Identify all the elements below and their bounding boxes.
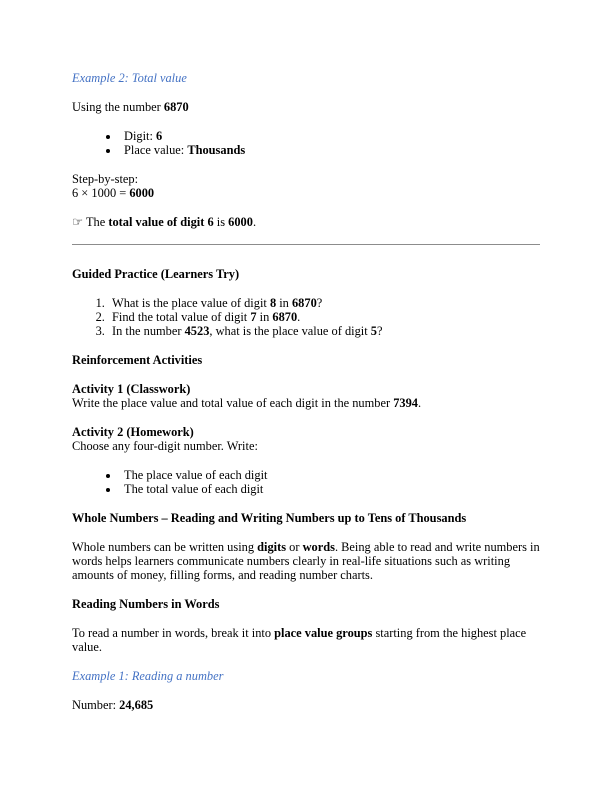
text-run-bold: 6870 [272, 310, 298, 324]
paragraph-reading-numbers [72, 626, 540, 654]
text-run: or [286, 540, 303, 554]
text-run: starting from the highest place value. [72, 626, 527, 654]
text-run: What is the place value of digit [112, 296, 270, 310]
text-run-bold: 4523 [184, 324, 210, 338]
heading-whole-numbers: Whole Numbers – Reading and Writing Numbers up to Tens of Thousands [72, 511, 467, 525]
text-run-bold: 24,685 [119, 698, 154, 712]
paragraph-activity-1 [72, 382, 540, 410]
text-run: ? [316, 296, 323, 310]
list-item [108, 296, 540, 310]
text-run: is [213, 215, 229, 229]
paragraph-using-number [72, 100, 540, 114]
activity-1-title: Activity 1 (Classwork) [72, 382, 191, 396]
list-item: • The place value of each digit [120, 468, 540, 482]
text-run-bold: 6870 [163, 100, 189, 114]
text-run: . Being able to read and write numbers in words helps learners communicate numbers clearly in real-life situations such as writing amounts of money, filling forms, and reading number charts. [72, 540, 540, 582]
text-run-bold: words [302, 540, 335, 554]
text-run: in [276, 296, 292, 310]
list-item [120, 143, 540, 157]
text-run: To read a number in words, break it into [72, 626, 275, 640]
text-run: 6 × 1000 = [72, 186, 130, 200]
text-run: Number: [72, 698, 120, 712]
heading-example-2: Example 2: Total value [72, 71, 187, 85]
list-guided-questions [72, 296, 540, 338]
text-run: The [83, 215, 109, 229]
heading-reinforcement-activities: Reinforcement Activities [72, 353, 203, 367]
text-run-bold: total value of digit 6 [108, 215, 214, 229]
heading-example-1: Example 1: Reading a number [72, 669, 224, 683]
activity-1-body [72, 396, 540, 410]
text-run: Place value: [124, 143, 188, 157]
list-item: • The total value of each digit [120, 482, 540, 496]
heading-guided-practice: Guided Practice (Learners Try) [72, 267, 240, 281]
text-run: ? [376, 324, 383, 338]
list-item [108, 310, 540, 324]
paragraph-whole-numbers [72, 540, 540, 582]
activity-2-title: Activity 2 (Homework) [72, 425, 194, 439]
list-homework-tasks [72, 468, 540, 496]
paragraph-total-value [72, 215, 540, 229]
step-by-step-label: Step-by-step: [72, 172, 139, 186]
list-item [120, 129, 540, 143]
text-run: Whole numbers can be written using [72, 540, 258, 554]
text-run-bold: place value groups [274, 626, 373, 640]
text-run-bold: 7394 [393, 396, 418, 410]
text-run: In the number [112, 324, 185, 338]
text-run: Using the number [72, 100, 164, 114]
text-run-bold: digits [257, 540, 287, 554]
text-run-bold: 8 [269, 296, 277, 310]
text-run: Find the total value of digit [112, 310, 251, 324]
list-digit-place [72, 129, 540, 157]
text-run: , what is the place value of digit [209, 324, 371, 338]
text-run-bold: 6870 [291, 296, 317, 310]
text-run: in [256, 310, 273, 324]
text-run-bold: Thousands [187, 143, 246, 157]
paragraph-step-by-step [72, 172, 540, 200]
text-run-bold: 6000 [228, 215, 253, 229]
text-run-bold: 6000 [129, 186, 155, 200]
pointing-finger-icon: ☞ [72, 215, 84, 229]
text-run-bold: 6 [156, 129, 163, 143]
text-run: . [252, 215, 257, 229]
heading-reading-numbers: Reading Numbers in Words [72, 597, 220, 611]
text-run: . [417, 396, 422, 410]
paragraph-activity-2 [72, 425, 540, 453]
text-run: Write the place value and total value of each digit in the number [72, 396, 394, 410]
text-run: . [297, 310, 301, 324]
text-run-bold: 7 [250, 310, 257, 324]
section-divider [72, 244, 540, 245]
paragraph-number [72, 698, 540, 712]
text-run-bold: 5 [370, 324, 377, 338]
step-by-step-equation [72, 186, 540, 200]
activity-2-body: Choose any four-digit number. Write: [72, 439, 258, 453]
list-item [108, 324, 540, 338]
text-run: Digit: [124, 129, 157, 143]
